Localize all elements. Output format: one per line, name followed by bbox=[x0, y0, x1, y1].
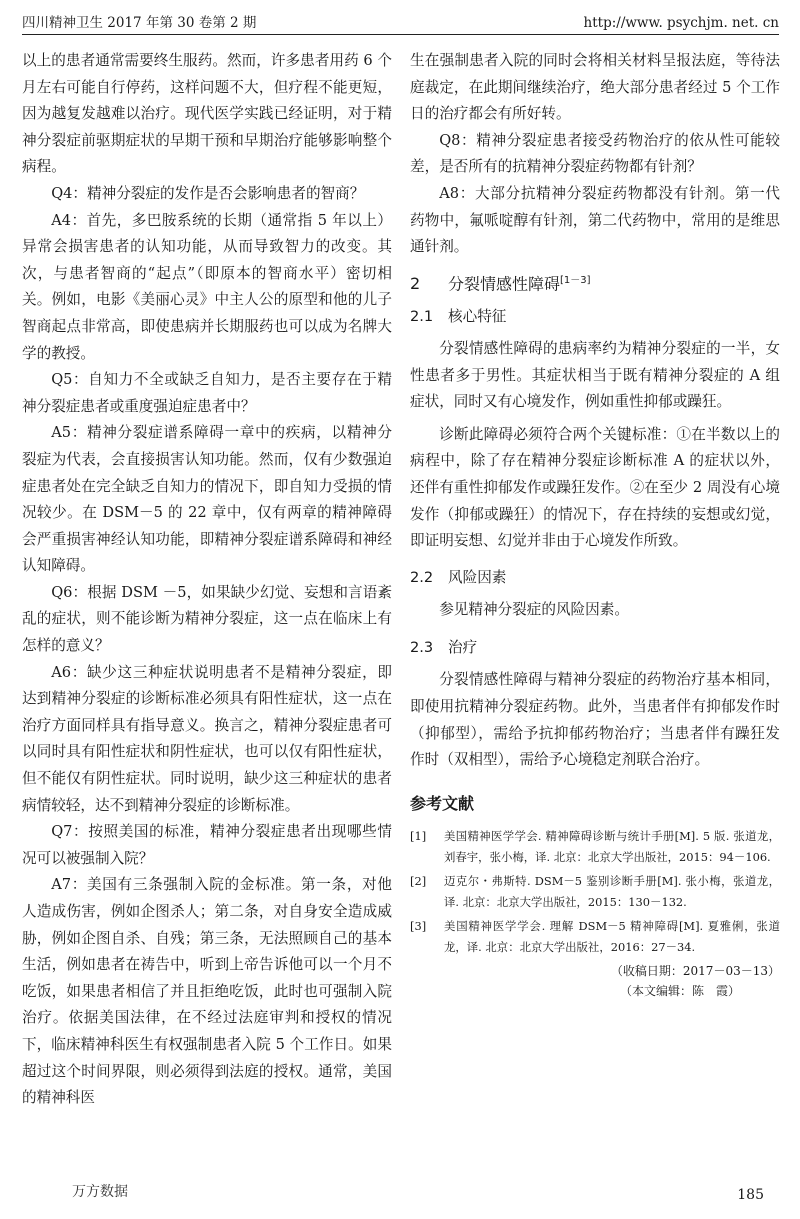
reference-text: 美国精神医学学会. 理解 DSM－5 精神障碍[M]. 夏雅俐，张道龙，译. 北京：北京大学出版社，2016：27－34. bbox=[444, 918, 780, 954]
left-column bbox=[22, 48, 392, 1112]
journal-url: http://www. psychjm. net. cn bbox=[583, 15, 779, 31]
subsection-heading bbox=[410, 304, 780, 330]
references-title: 参考文献 bbox=[410, 793, 475, 813]
subsection-number: 2.3 bbox=[410, 639, 434, 657]
paragraph: 以上的患者通常需要终生服药。然而，许多患者用药 6 个月左右可能自行停药，这样问题不大，但疗程不能更短，因为越复发越难以治疗。现代医学实践已经证明，对于精神分裂症前驱期症状的早期干预和早期治疗能够影响整个病程。 bbox=[22, 52, 392, 176]
paragraph: 分裂情感性障碍与精神分裂症的药物治疗基本相同，即使用抗精神分裂症药物。此外，当患者伴有抑郁发作时（抑郁型），需给予抗抑郁药物治疗；当患者伴有躁狂发作时（双相型），需给予心境稳定剂联合治疗。 bbox=[410, 671, 780, 769]
editor-credit: （本文编辑：陈 霞） bbox=[619, 983, 740, 998]
journal-info: 四川精神卫生 2017 年第 30 卷第 2 期 bbox=[22, 15, 257, 31]
subsection-title: 治疗 bbox=[448, 639, 478, 657]
reference-text: 美国精神医学学会. 精神障碍诊断与统计手册[M]. 5 版. 张道龙，刘春宇，张小梅，译. 北京：北京大学出版社，2015：94－106. bbox=[444, 828, 780, 864]
paragraph: 分裂情感性障碍的患病率约为精神分裂症的一半，女性患者多于男性。其症状相当于既有精神分裂症的 A 组症状，同时又有心境发作，例如重性抑郁或躁狂。 bbox=[410, 340, 780, 411]
reference-item bbox=[410, 916, 780, 958]
reference-text: 迈克尔・弗斯特. DSM－5 鉴别诊断手册[M]. 张小梅，张道龙，译. 北京：北京大学出版社，2015：130－132. bbox=[444, 873, 780, 909]
answer-a7: A7：美国有三条强制入院的金标准。第一条，对他人造成伤害，例如企图杀人；第二条，对自身安全造成威胁，例如企图自杀、自残；第三条，无法照顾自己的基本生活，例如患者在祷告中，听到上帝告诉他可以一个月不吃饭，如果患者相信了并且拒绝吃饭，此时也可强制入院治疗。依据美国法律，在不经过法庭审判和授权的情况下，临床精神科医生有权强制患者入院 5 个工作日。如果超过这个时间界限，则必须得到法庭的授权。通常，美国的精神科医 bbox=[22, 876, 392, 1107]
subsection-number: 2.1 bbox=[410, 308, 434, 326]
question-q7: Q7：按照美国的标准，精神分裂症患者出现哪些情况可以被强制入院？ bbox=[22, 823, 392, 867]
paragraph: 参见精神分裂症的风险因素。 bbox=[439, 600, 629, 618]
right-column bbox=[410, 48, 780, 1001]
reference-number: [3] bbox=[410, 918, 427, 933]
paragraph: 生在强制患者入院的同时会将相关材料呈报法庭，等待法庭裁定，在此期间继续治疗，绝大部分患者经过 5 个工作日的治疗都会有所好转。 bbox=[410, 52, 780, 123]
question-q8: Q8：精神分裂症患者接受药物治疗的依从性可能较差，是否所有的抗精神分裂症药物都有针剂？ bbox=[410, 131, 780, 176]
question-q5: Q5：自知力不全或缺乏自知力，是否主要存在于精神分裂症患者或重度强迫症患者中？ bbox=[22, 371, 392, 415]
section-heading bbox=[410, 267, 780, 298]
received-date: （收稿日期：2017－03－13） bbox=[610, 963, 780, 978]
reference-number: [1] bbox=[410, 828, 427, 843]
page-number: 185 bbox=[737, 1187, 764, 1203]
reference-item bbox=[410, 871, 780, 913]
answer-a4: A4：首先，多巴胺系统的长期（通常指 5 年以上）异常会损害患者的认知功能，从而导致智力的改变。其次，与患者智商的“起点”（即原本的智商水平）密切相关。例如，电影《美丽心灵》中主人公的原型和他的儿子智商起点非常高，即使患病并长期服药也可以成为名牌大学的教授。 bbox=[22, 211, 392, 362]
subsection-title: 核心特征 bbox=[448, 308, 507, 326]
question-q4: Q4：精神分裂症的发作是否会影响患者的智商？ bbox=[51, 184, 365, 202]
answer-a8: A8：大部分抗精神分裂症药物都没有针剂。第一代药物中，氟哌啶醇有针剂，第二代药物中，常用的是维思通针剂。 bbox=[410, 184, 780, 256]
subsection-heading bbox=[410, 635, 780, 661]
answer-a6: A6：缺少这三种症状说明患者不是精神分裂症，即达到精神分裂症的诊断标准必须具有阳性症状，这一点在治疗方面同样具有指导意义。换言之，精神分裂症患者可以同时具有阳性症状和阴性症状，也可以仅有阳性症状，但不能仅有阴性症状。同时说明，缺少这三种症状的患者病情较轻，达不到精神分裂症的诊断标准。 bbox=[22, 663, 392, 814]
reference-number: [2] bbox=[410, 873, 427, 888]
section-number: 2 bbox=[410, 274, 421, 294]
footer-brand: 万方数据 bbox=[72, 1184, 128, 1200]
page-header bbox=[22, 12, 779, 35]
question-q6: Q6：根据 DSM －5，如果缺少幻觉、妄想和言语紊乱的症状，则不能诊断为精神分裂症，这一点在临床上有怎样的意义？ bbox=[22, 583, 392, 655]
section-title: 分裂情感性障碍 bbox=[448, 274, 561, 294]
subsection-title: 风险因素 bbox=[448, 568, 507, 586]
subsection-heading bbox=[410, 565, 780, 591]
reference-item bbox=[410, 826, 780, 868]
answer-a5: A5：精神分裂症谱系障碍一章中的疾病，以精神分裂症为代表，会直接损害认知功能。然而，仅有少数强迫症患者处在完全缺乏自知力的情况下，即自知力受损的情况较少。在 DSM－5 的 22 章中，仅有两章的精神障碍会严重损害神经认知功能，即精神分裂症谱系障碍和神经认知障碍。 bbox=[22, 424, 392, 575]
paragraph: 诊断此障碍必须符合两个关键标准：①在半数以上的病程中，除了存在精神分裂症诊断标准 A 的症状以外，还伴有重性抑郁发作或躁狂发作。②在至少 2 周没有心境发作（抑郁或躁狂）的情况下，存在持续的妄想或幻觉，即证明妄想、幻觉并非由于心境发作所致。 bbox=[410, 425, 780, 550]
section-citation: [1－3] bbox=[560, 274, 591, 286]
subsection-number: 2.2 bbox=[410, 568, 434, 586]
